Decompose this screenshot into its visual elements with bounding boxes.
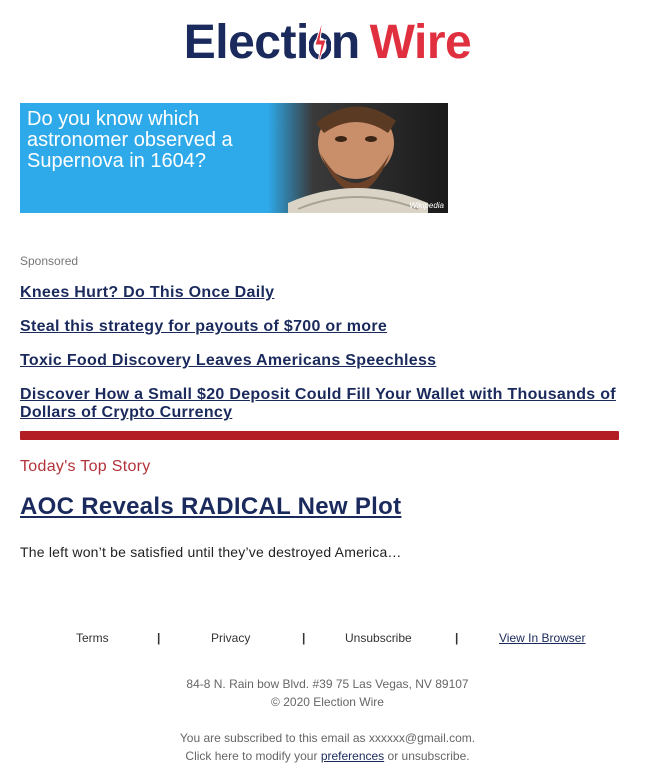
modify-prefix-text: Click here to modify your bbox=[185, 749, 318, 763]
unsubscribe-link[interactable]: Unsubscribe bbox=[345, 631, 412, 645]
preferences-link[interactable]: preferences bbox=[320, 749, 385, 763]
logo-text-wire: Wire bbox=[369, 16, 472, 69]
ad-banner-text: Do you know which astronomer observed a Supernova in 1604? bbox=[27, 108, 233, 172]
election-wire-logo[interactable] bbox=[0, 14, 655, 72]
section-divider bbox=[20, 431, 619, 440]
sponsored-link-2[interactable]: Steal this strategy for payouts of $700 or more bbox=[20, 318, 388, 335]
footer-separator: | bbox=[455, 631, 459, 645]
footer-separator: | bbox=[157, 631, 161, 645]
ad-image-credit: Wikipedia bbox=[409, 201, 444, 210]
modify-suffix-text: or unsubscribe. bbox=[387, 749, 470, 763]
top-story-label: Today's Top Story bbox=[20, 458, 151, 475]
view-in-browser-link[interactable]: View In Browser bbox=[499, 631, 586, 645]
ad-banner[interactable] bbox=[20, 103, 448, 213]
logo-text-election-start: Electi bbox=[183, 16, 309, 69]
privacy-link[interactable]: Privacy bbox=[211, 631, 251, 645]
terms-link[interactable]: Terms bbox=[76, 631, 109, 645]
footer-address: 84-8 N. Rain bow Blvd. #39 75 Las Vegas, NV 89107 bbox=[186, 677, 469, 691]
footer-copyright: © 2020 Election Wire bbox=[271, 695, 384, 709]
modify-preferences-line bbox=[0, 747, 655, 765]
lightning-bolt-o-icon bbox=[309, 16, 331, 70]
astronomer-portrait-image bbox=[228, 103, 448, 213]
sponsored-label: Sponsored bbox=[20, 254, 79, 268]
footer-links bbox=[0, 631, 655, 647]
sponsored-link-3[interactable]: Toxic Food Discovery Leaves Americans Speechless bbox=[20, 352, 437, 369]
top-story-headline[interactable]: AOC Reveals RADICAL New Plot bbox=[20, 493, 402, 520]
footer-separator: | bbox=[302, 631, 306, 645]
subscription-notice: You are subscribed to this email as xxxxxx@gmail.com. bbox=[179, 731, 476, 745]
logo-text-election-end: n bbox=[330, 16, 360, 69]
sponsored-link-1[interactable]: Knees Hurt? Do This Once Daily bbox=[20, 284, 275, 301]
top-story-summary: The left won’t be satisfied until they’ve destroyed America… bbox=[20, 544, 402, 560]
sponsored-link-4[interactable]: Discover How a Small $20 Deposit Could Fill Your Wallet with Thousands of Dollars of Crypto Currency bbox=[20, 386, 616, 421]
